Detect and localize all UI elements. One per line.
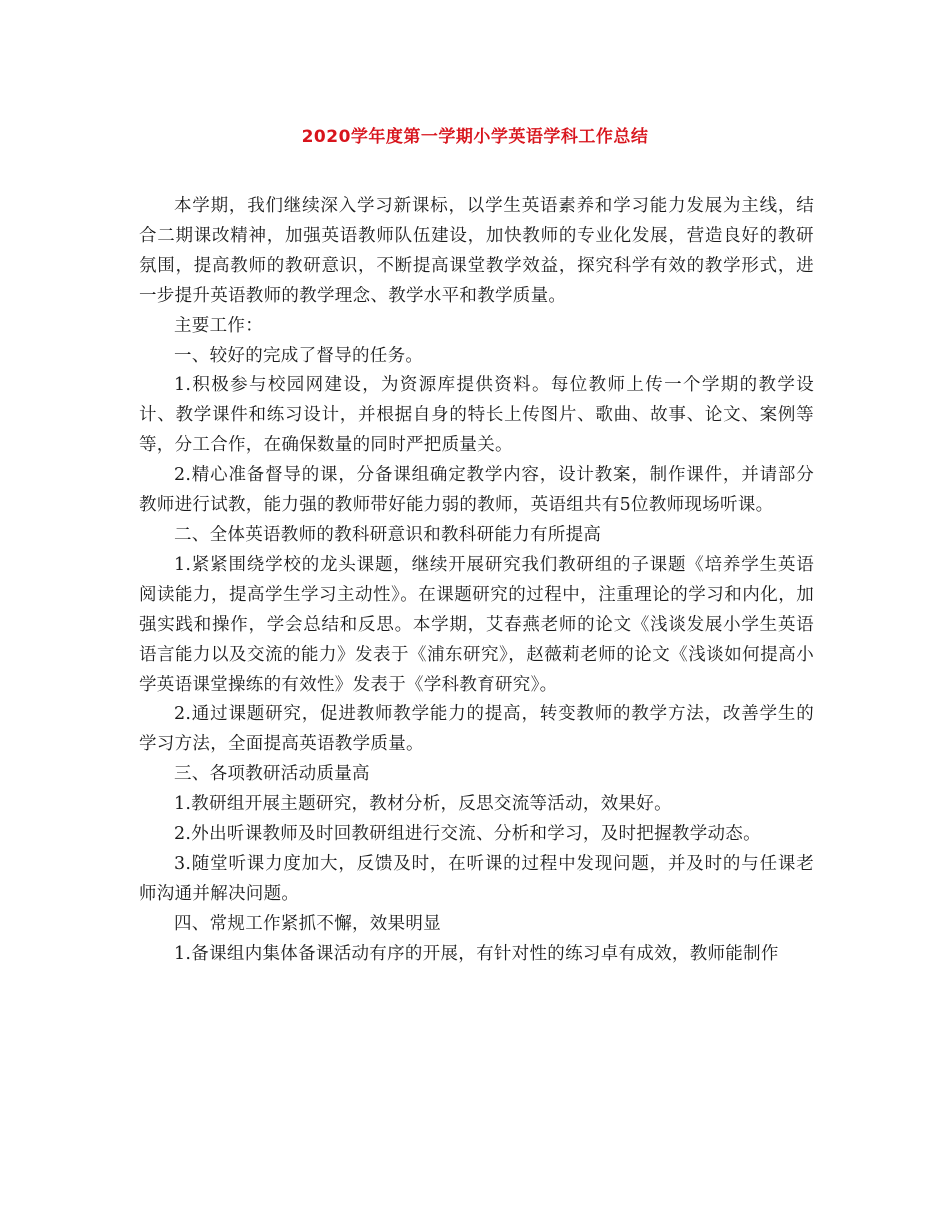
- paragraph-item: 1.教研组开展主题研究，教材分析，反思交流等活动，效果好。: [174, 794, 672, 815]
- document-title: 2020学年度第一学期小学英语学科工作总结: [301, 127, 649, 147]
- paragraph-item: 1.备课组内集体备课活动有序的开展，有针对性的练习卓有成效，教师能制作: [174, 943, 779, 964]
- paragraph-intro: 本学期，我们继续深入学习新课标，以学生英语素养和学习能力发展为主线，结合二期课改精神，加强英语教师队伍建设，加快教师的专业化发展，营造良好的教研氛围，提高教师的教研意识，不断提高课堂教学效益，探究科学有效的教学形式，进一步提升英语教师的教学理念、教学水平和教学质量。: [139, 196, 814, 306]
- section-heading-1: 一、较好的完成了督导的任务。: [174, 345, 424, 366]
- section-heading-4: 四、常规工作紧抓不懈，效果明显: [174, 913, 441, 934]
- paragraph-item: 1.紧紧围绕学校的龙头课题，继续开展研究我们教研组的子课题《培养学生英语阅读能力，提高学生学习主动性》。在课题研究的过程中，注重理论的学习和内化，加强实践和操作，学会总结和反思。本学期，艾春燕老师的论文《浅谈发展小学生英语语言能力以及交流的能力》发表于《浦东研究》，赵薇莉老师的论文《浅谈如何提高小学英语课堂操练的有效性》发表于《学科教育研究》。: [139, 554, 814, 695]
- paragraph-item: 2.精心准备督导的课，分备课组确定教学内容，设计教案，制作课件，并请部分教师进行试教，能力强的教师带好能力弱的教师，英语组共有5位教师现场听课。: [139, 465, 814, 516]
- section-heading-2: 二、全体英语教师的教科研意识和教科研能力有所提高: [174, 524, 602, 545]
- section-heading-3: 三、各项教研活动质量高: [174, 764, 370, 785]
- paragraph-item: 1.积极参与校园网建设，为资源库提供资料。每位教师上传一个学期的教学设计、教学课件和练习设计，并根据自身的特长上传图片、歌曲、故事、论文、案例等等，分工合作，在确保数量的同时严把质量关。: [139, 375, 814, 456]
- paragraph-item: 2.通过课题研究，促进教师教学能力的提高，转变教师的教学方法，改善学生的学习方法，全面提高英语教学质量。: [139, 704, 814, 755]
- document-body: [139, 192, 814, 970]
- paragraph-main-work: 主要工作：: [174, 315, 263, 336]
- paragraph-item: 2.外出听课教师及时回教研组进行交流、分析和学习，及时把握教学动态。: [174, 824, 761, 845]
- paragraph-item: 3.随堂听课力度加大，反馈及时，在听课的过程中发现问题，并及时的与任课老师沟通并解决问题。: [139, 853, 814, 904]
